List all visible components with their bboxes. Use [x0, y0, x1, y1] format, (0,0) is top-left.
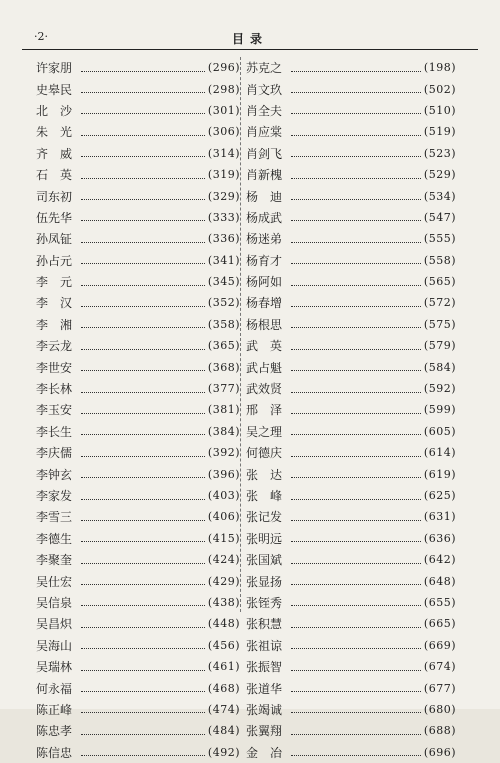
- entry-name: 张祖谅: [246, 638, 283, 653]
- dot-leader: [81, 669, 205, 671]
- toc-entry: [36, 292, 240, 313]
- entry-page-number: (584): [423, 360, 456, 374]
- dot-leader: [81, 219, 205, 221]
- entry-name: 金 冶: [246, 745, 283, 760]
- entry-page-number: (345): [207, 275, 240, 289]
- entry-name: 杨育才: [246, 253, 283, 268]
- toc-entry: [246, 356, 456, 377]
- toc-entry: [36, 335, 240, 356]
- entry-page-number: (448): [207, 617, 240, 631]
- entry-page-number: (333): [207, 210, 240, 224]
- toc-entry: [246, 378, 456, 399]
- dot-leader: [81, 241, 205, 243]
- entry-page-number: (468): [207, 681, 240, 695]
- dot-leader: [81, 284, 205, 286]
- dot-leader: [291, 519, 421, 521]
- entry-name: 张竭诚: [246, 702, 283, 717]
- entry-page-number: (592): [423, 382, 456, 396]
- dot-leader: [291, 391, 421, 393]
- dot-leader: [81, 112, 205, 114]
- dot-leader: [291, 369, 421, 371]
- toc-entry: [246, 250, 456, 271]
- dot-leader: [81, 519, 205, 521]
- dot-leader: [81, 198, 205, 200]
- dot-leader: [291, 112, 421, 114]
- entry-page-number: (456): [207, 638, 240, 652]
- entry-page-number: (396): [207, 467, 240, 481]
- entry-name: 吴仕宏: [36, 574, 73, 589]
- entry-name: 吴昌炽: [36, 617, 73, 632]
- entry-page-number: (599): [423, 403, 456, 417]
- dot-leader: [291, 754, 421, 756]
- toc-right-column: [246, 57, 456, 763]
- toc-entry: [36, 699, 240, 720]
- toc-entry: [246, 78, 456, 99]
- toc-entry: [246, 228, 456, 249]
- entry-page-number: (625): [423, 489, 456, 502]
- entry-page-number: (677): [423, 681, 456, 695]
- entry-name: 李 湘: [36, 317, 73, 332]
- entry-name: 何永福: [36, 681, 73, 696]
- entry-name: 李钟玄: [36, 467, 73, 482]
- toc-entry: [36, 677, 240, 698]
- entry-page-number: (461): [207, 660, 240, 674]
- dot-leader: [291, 348, 421, 350]
- entry-name: 邢 泽: [246, 403, 283, 418]
- entry-name: 齐 威: [36, 146, 73, 161]
- dot-leader: [81, 391, 205, 393]
- dot-leader: [291, 455, 421, 457]
- entry-name: 李家发: [36, 489, 73, 503]
- dot-leader: [291, 305, 421, 307]
- dot-leader: [291, 604, 421, 606]
- dot-leader: [291, 91, 421, 93]
- toc-entry: [36, 656, 240, 677]
- toc-entry: [36, 228, 240, 249]
- entry-page-number: (534): [423, 189, 456, 203]
- dot-leader: [291, 219, 421, 221]
- dot-leader: [81, 305, 205, 307]
- toc-entry: [36, 314, 240, 335]
- dot-leader: [81, 498, 205, 500]
- toc-entry: [36, 485, 240, 506]
- entry-name: 李长林: [36, 382, 73, 397]
- dot-leader: [291, 562, 421, 564]
- dot-leader: [291, 733, 421, 735]
- toc-entry: [36, 185, 240, 206]
- entry-name: 张道华: [246, 681, 283, 696]
- toc-entry: [36, 742, 240, 763]
- toc-entry: [246, 742, 456, 763]
- toc-entry: [246, 271, 456, 292]
- toc-entry: [36, 399, 240, 420]
- toc-entry: [246, 207, 456, 228]
- entry-name: 武 英: [246, 339, 283, 354]
- dot-leader: [291, 134, 421, 136]
- entry-name: 许家朋: [36, 61, 73, 76]
- entry-name: 杨 迪: [246, 189, 283, 204]
- dot-leader: [291, 433, 421, 435]
- dot-leader: [291, 177, 421, 179]
- entry-page-number: (519): [423, 125, 456, 139]
- entry-name: 苏克之: [246, 61, 283, 76]
- entry-name: 朱 光: [36, 125, 73, 140]
- entry-page-number: (381): [207, 403, 240, 417]
- entry-page-number: (306): [207, 125, 240, 139]
- entry-name: 伍先华: [36, 210, 73, 225]
- entry-name: 张 峰: [246, 489, 283, 503]
- toc-entry: [36, 549, 240, 570]
- column-divider: [240, 57, 241, 612]
- entry-name: 李云龙: [36, 339, 73, 354]
- toc-entry: [246, 570, 456, 591]
- dot-leader: [291, 155, 421, 157]
- toc-entry: [246, 57, 456, 78]
- entry-name: 何德庆: [246, 446, 283, 461]
- dot-leader: [81, 262, 205, 264]
- entry-name: 陈正峰: [36, 702, 73, 717]
- entry-name: 吴海山: [36, 638, 73, 653]
- entry-page-number: (352): [207, 296, 240, 310]
- dot-leader: [81, 476, 205, 478]
- entry-page-number: (474): [207, 702, 240, 716]
- entry-name: 肖剑飞: [246, 146, 283, 161]
- entry-page-number: (605): [423, 424, 456, 438]
- entry-page-number: (329): [207, 189, 240, 203]
- header-rule: [22, 49, 478, 50]
- toc-entry: [36, 463, 240, 484]
- dot-leader: [291, 284, 421, 286]
- toc-entry: [246, 335, 456, 356]
- dot-leader: [81, 155, 205, 157]
- entry-name: 陈忠孝: [36, 724, 73, 739]
- toc-entry: [246, 549, 456, 570]
- entry-name: 张明远: [246, 531, 283, 546]
- entry-name: 吴之理: [246, 424, 283, 439]
- toc-entry: [36, 613, 240, 634]
- toc-entry: [246, 442, 456, 463]
- toc-entry: [246, 699, 456, 720]
- dot-leader: [291, 540, 421, 542]
- entry-page-number: (377): [207, 382, 240, 396]
- toc-entry: [36, 635, 240, 656]
- dot-leader: [81, 711, 205, 713]
- toc-entry: [246, 463, 456, 484]
- dot-leader: [291, 647, 421, 649]
- dot-leader: [81, 433, 205, 435]
- entry-name: 李德生: [36, 531, 73, 546]
- entry-name: 张积慧: [246, 617, 283, 632]
- toc-entry: [36, 57, 240, 78]
- entry-page-number: (429): [207, 574, 240, 588]
- toc-entry: [246, 100, 456, 121]
- entry-page-number: (301): [207, 103, 240, 117]
- entry-name: 吴信泉: [36, 595, 73, 610]
- entry-name: 杨阿如: [246, 275, 283, 290]
- dot-leader: [291, 690, 421, 692]
- dot-leader: [81, 690, 205, 692]
- toc-entry: [36, 271, 240, 292]
- dot-leader: [291, 198, 421, 200]
- entry-page-number: (579): [423, 339, 456, 353]
- entry-page-number: (636): [423, 531, 456, 545]
- entry-page-number: (406): [207, 510, 240, 524]
- entry-page-number: (523): [423, 146, 456, 160]
- toc-entry: [36, 506, 240, 527]
- entry-name: 杨成武: [246, 210, 283, 225]
- dot-leader: [81, 604, 205, 606]
- toc-entry: [36, 356, 240, 377]
- page-number: ·2·: [34, 30, 48, 43]
- entry-name: 杨迷弟: [246, 232, 283, 247]
- entry-name: 张记发: [246, 510, 283, 525]
- entry-page-number: (319): [207, 168, 240, 182]
- entry-page-number: (438): [207, 595, 240, 609]
- entry-page-number: (614): [423, 446, 456, 460]
- dot-leader: [81, 91, 205, 93]
- entry-page-number: (565): [423, 275, 456, 289]
- entry-page-number: (547): [423, 210, 456, 224]
- entry-name: 李庆儒: [36, 446, 73, 461]
- entry-name: 李雪三: [36, 510, 73, 525]
- dot-leader: [81, 583, 205, 585]
- entry-page-number: (314): [207, 146, 240, 160]
- page-header: [22, 30, 478, 46]
- toc-entry: [246, 121, 456, 142]
- entry-page-number: (198): [423, 61, 456, 75]
- toc-entry: [36, 421, 240, 442]
- entry-page-number: (631): [423, 510, 456, 524]
- entry-name: 史皋民: [36, 82, 73, 97]
- entry-name: 孙凤钲: [36, 232, 73, 247]
- dot-leader: [81, 412, 205, 414]
- entry-page-number: (384): [207, 424, 240, 438]
- entry-page-number: (492): [207, 745, 240, 759]
- toc-entry: [246, 164, 456, 185]
- dot-leader: [291, 70, 421, 72]
- dot-leader: [81, 562, 205, 564]
- entry-page-number: (655): [423, 595, 456, 609]
- toc-entry: [36, 164, 240, 185]
- toc-entry: [246, 292, 456, 313]
- toc-entry: [246, 185, 456, 206]
- dot-leader: [81, 540, 205, 542]
- toc-entry: [246, 528, 456, 549]
- toc-entry: [246, 399, 456, 420]
- dot-leader: [291, 241, 421, 243]
- page-title: 目录: [231, 32, 268, 46]
- entry-name: 李 汉: [36, 296, 73, 311]
- entry-name: 吴瑞林: [36, 660, 73, 675]
- toc-entry: [36, 100, 240, 121]
- entry-page-number: (484): [207, 724, 240, 738]
- toc-entry: [36, 528, 240, 549]
- dot-leader: [291, 476, 421, 478]
- entry-page-number: (688): [423, 724, 456, 738]
- dot-leader: [81, 348, 205, 350]
- toc-entry: [246, 421, 456, 442]
- entry-page-number: (529): [423, 168, 456, 182]
- entry-name: 李聚奎: [36, 553, 73, 568]
- entry-page-number: (368): [207, 360, 240, 374]
- toc-left-column: [36, 57, 240, 763]
- entry-name: 孙占元: [36, 253, 73, 268]
- dot-leader: [291, 262, 421, 264]
- entry-page-number: (298): [207, 82, 240, 96]
- toc-entry: [36, 442, 240, 463]
- entry-page-number: (510): [423, 103, 456, 117]
- dot-leader: [291, 669, 421, 671]
- entry-name: 李长生: [36, 424, 73, 439]
- toc-entry: [246, 485, 456, 506]
- entry-page-number: (424): [207, 553, 240, 567]
- toc-entry: [36, 250, 240, 271]
- dot-leader: [291, 326, 421, 328]
- toc-entry: [36, 207, 240, 228]
- entry-page-number: (502): [423, 82, 456, 96]
- entry-page-number: (403): [207, 489, 240, 502]
- entry-page-number: (555): [423, 232, 456, 246]
- entry-name: 张振智: [246, 660, 283, 675]
- entry-name: 肖应棠: [246, 125, 283, 140]
- entry-page-number: (665): [423, 617, 456, 631]
- entry-page-number: (572): [423, 296, 456, 310]
- entry-page-number: (296): [207, 61, 240, 75]
- entry-name: 张翼翔: [246, 724, 283, 739]
- toc-entry: [246, 592, 456, 613]
- entry-name: 张 达: [246, 467, 283, 482]
- toc-entry: [36, 570, 240, 591]
- toc-entry: [36, 78, 240, 99]
- toc-entry: [36, 143, 240, 164]
- dot-leader: [81, 177, 205, 179]
- entry-name: 杨春增: [246, 296, 283, 311]
- entry-page-number: (392): [207, 446, 240, 460]
- dot-leader: [81, 733, 205, 735]
- entry-page-number: (674): [423, 660, 456, 674]
- entry-name: 北 沙: [36, 103, 73, 118]
- entry-page-number: (365): [207, 339, 240, 353]
- toc-entry: [36, 592, 240, 613]
- dot-leader: [291, 583, 421, 585]
- entry-name: 陈信忠: [36, 745, 73, 760]
- entry-name: 石 英: [36, 168, 73, 183]
- toc-entry: [36, 378, 240, 399]
- entry-name: 张铚秀: [246, 595, 283, 610]
- dot-leader: [81, 626, 205, 628]
- entry-name: 李世安: [36, 360, 73, 375]
- dot-leader: [81, 455, 205, 457]
- entry-page-number: (358): [207, 317, 240, 331]
- entry-name: 武效贤: [246, 382, 283, 397]
- entry-name: 杨根思: [246, 317, 283, 332]
- dot-leader: [291, 711, 421, 713]
- entry-name: 李玉安: [36, 403, 73, 418]
- dot-leader: [81, 754, 205, 756]
- entry-name: 武占魁: [246, 360, 283, 375]
- entry-page-number: (575): [423, 317, 456, 331]
- entry-page-number: (336): [207, 232, 240, 246]
- toc-entry: [246, 613, 456, 634]
- toc-entry: [246, 656, 456, 677]
- entry-name: 张显扬: [246, 574, 283, 589]
- entry-page-number: (558): [423, 253, 456, 267]
- entry-name: 司东初: [36, 189, 73, 204]
- entry-page-number: (415): [207, 531, 240, 545]
- dot-leader: [291, 498, 421, 500]
- toc-entry: [246, 506, 456, 527]
- dot-leader: [291, 412, 421, 414]
- entry-name: 肖全夫: [246, 103, 283, 118]
- toc-entry: [246, 143, 456, 164]
- entry-name: 肖新槐: [246, 168, 283, 183]
- toc-entry: [246, 314, 456, 335]
- toc-entry: [246, 635, 456, 656]
- toc-entry: [36, 121, 240, 142]
- entry-name: 张国斌: [246, 553, 283, 568]
- entry-page-number: (648): [423, 574, 456, 588]
- toc-entry: [246, 677, 456, 698]
- entry-page-number: (669): [423, 638, 456, 652]
- toc-entry: [246, 720, 456, 741]
- dot-leader: [81, 369, 205, 371]
- entry-page-number: (696): [423, 745, 456, 759]
- dot-leader: [81, 70, 205, 72]
- toc-entry: [36, 720, 240, 741]
- dot-leader: [291, 626, 421, 628]
- entry-page-number: (341): [207, 253, 240, 267]
- dot-leader: [81, 647, 205, 649]
- entry-page-number: (642): [423, 553, 456, 567]
- entry-name: 李 元: [36, 275, 73, 290]
- dot-leader: [81, 134, 205, 136]
- entry-page-number: (680): [423, 702, 456, 716]
- entry-page-number: (619): [423, 467, 456, 481]
- entry-name: 肖文玖: [246, 82, 283, 97]
- dot-leader: [81, 326, 205, 328]
